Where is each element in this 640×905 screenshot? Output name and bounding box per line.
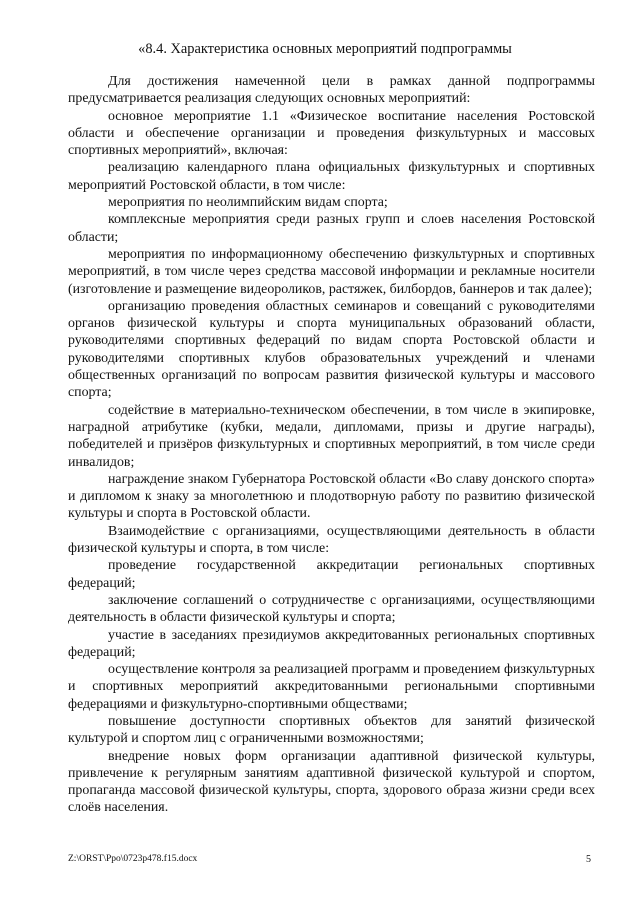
page-number: 5 — [586, 854, 591, 865]
paragraph: участие в заседаниях президиумов аккредитованных региональных спортивных федераций; — [68, 627, 595, 660]
footer-file-path: Z:\ORST\Ppo\0723p478.f15.docx — [68, 854, 198, 864]
paragraph: заключение соглашений о сотрудничестве с организациями, осуществляющими деятельность в области физической культуры и спорта; — [68, 592, 595, 626]
paragraph: мероприятия по неолимпийским видам спорта; — [108, 195, 388, 211]
paragraph: внедрение новых форм организации адаптивной физической культуры, привлечение к регулярным занятиям адаптивной физической культурой и спортом, пропаганда массовой физической культуры, спорта, здорового образа жизни среди всех слоёв населения. — [68, 748, 595, 816]
paragraph: основное мероприятие 1.1 «Физическое воспитание населения Ростовской области и обеспечение организации и проведения физкультурных и массовых спортивных мероприятий», включая: — [68, 108, 595, 159]
paragraph: повышение доступности спортивных объектов для занятий физической культурой и спортом лиц с ограниченными возможностями; — [68, 713, 595, 747]
paragraph: содействие в материально-техническом обеспечении, в том числе в экипировке, наградной атрибутике (кубки, медали, дипломами, призы и другие награды), победителей и призёров физкультурных и спортивных мероприятий, в том числе среди инвалидов; — [68, 402, 595, 470]
body-text — [68, 73, 595, 817]
paragraph: мероприятия по информационному обеспечению физкультурных и спортивных мероприятий, в том числе через средства массовой информации и рекламные носители (изготовление и размещение видеороликов, растяжек, билбордов, баннеров и так далее); — [68, 246, 595, 297]
section-heading: «8.4. Характеристика основных мероприятий подпрограммы — [138, 41, 512, 57]
paragraph: Для достижения намеченной цели в рамках данной подпрограммы предусматривается реализация следующих основных мероприятий: — [68, 74, 595, 107]
paragraph: комплексные мероприятия среди разных групп и слоев населения Ростовской области; — [68, 212, 595, 245]
paragraph: осуществление контроля за реализацией программ и проведением физкультурных и спортивных мероприятий аккредитованными региональными спортивными федерациями и физкультурно-спортивными обществами; — [68, 662, 595, 712]
paragraph: организацию проведения областных семинаров и совещаний с руководителями органов физической культуры и спорта муниципальных образований области, руководителями спортивных федераций по видам спорта Ростовской области и руководителями спортивных клубов образовательных учреждений и членами общественных организаций по вопросам развития физической культуры и массового спорта; — [68, 298, 595, 401]
paragraph: Взаимодействие с организациями, осуществляющими деятельность в области физической культуры и спорта, в том числе: — [68, 523, 595, 557]
paragraph: награждение знаком Губернатора Ростовской области «Во славу донского спорта» и дипломом к знаку за многолетнюю и плодотворную работу по развитию физической культуры и спорта в Ростовской области. — [68, 471, 595, 522]
paragraph: реализацию календарного плана официальных физкультурных и спортивных мероприятий Ростовской области, в том числе: — [68, 160, 595, 193]
paragraph: проведение государственной аккредитации региональных спортивных федераций; — [68, 558, 595, 591]
